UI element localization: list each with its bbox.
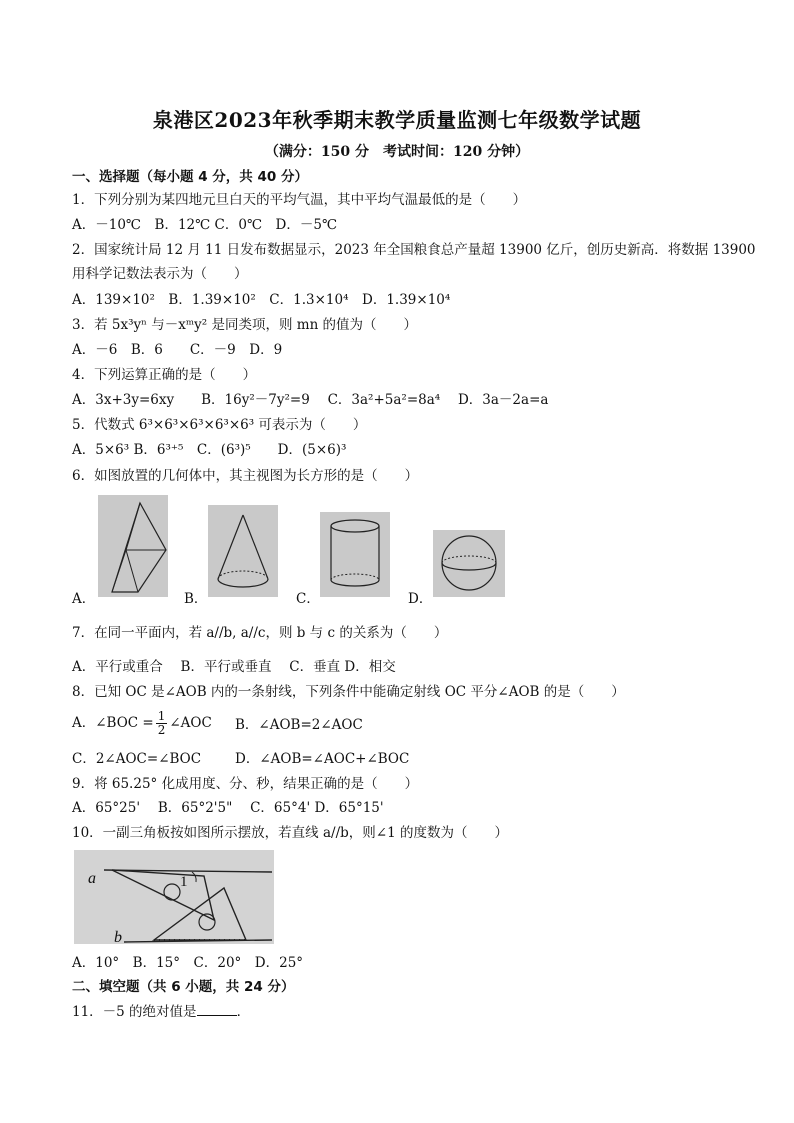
q6-label-a: A． xyxy=(72,591,96,607)
question-4-options: A．3x+3y=6xy B．16y²－7y²=9 C．3a²+5a²=8a⁴ D．3a－2a=a xyxy=(72,392,549,408)
triangle-set-figure xyxy=(74,850,274,944)
question-2: 2．国家统计局 12 月 11 日发布数据显示，2023 年全国粮食总产量超 13900 亿斤，创历史新高．将数据 13900 xyxy=(72,242,756,258)
cone-figure xyxy=(208,505,278,597)
question-4: 4．下列运算正确的是（ ） xyxy=(72,367,257,383)
question-8-option-d: D．∠AOB=∠AOC+∠BOC xyxy=(235,751,410,767)
cylinder-figure xyxy=(320,512,390,597)
fraction-denominator: 2 xyxy=(157,723,166,737)
q6-label-d: D． xyxy=(408,591,433,607)
question-8-option-a xyxy=(72,710,212,737)
q8-a-suffix: ∠AOC xyxy=(169,715,212,731)
question-7: 7．在同一平面内，若 a//b, a//c，则 b 与 c 的关系为（ ） xyxy=(72,625,448,641)
exam-info: （满分：150 分 考试时间：120 分钟） xyxy=(264,144,530,160)
question-9: 9．将 65.25° 化成用度、分、秒，结果正确的是（ ） xyxy=(72,776,419,792)
angle-1-label: 1 xyxy=(180,874,188,890)
question-10: 10．一副三角板按如图所示摆放，若直线 a//b，则∠1 的度数为（ ） xyxy=(72,825,508,841)
section-heading-fill: 二、填空题（共 6 小题，共 24 分） xyxy=(72,979,295,995)
q6-label-b: B． xyxy=(184,591,208,607)
q8-a-prefix: A．∠BOC = xyxy=(72,715,154,731)
question-8-option-c: C．2∠AOC=∠BOC xyxy=(72,751,202,767)
sphere-figure xyxy=(433,530,505,597)
section-heading-choice: 一、选择题（每小题 4 分，共 40 分） xyxy=(72,169,308,185)
question-8-option-b: B．∠AOB=2∠AOC xyxy=(235,717,363,733)
question-1: 1．下列分别为某四地元旦白天的平均气温，其中平均气温最低的是（ ） xyxy=(72,192,527,208)
line-b-label: b xyxy=(114,929,122,944)
question-11-end: ． xyxy=(236,1004,251,1020)
question-10-options: A．10° B．15° C．20° D．25° xyxy=(72,955,304,971)
line-a-label: a xyxy=(88,870,96,887)
page-title: 泉港区2023年秋季期末教学质量监测七年级数学试题 xyxy=(152,108,642,132)
question-7-options: A．平行或重合 B．平行或垂直 C．垂直 D．相交 xyxy=(72,659,396,675)
fraction-one-half xyxy=(156,710,168,737)
question-2-options: A．139×10² B．1.39×10² C．1.3×10⁴ D．1.39×10⁴ xyxy=(72,292,451,308)
question-1-options: A．－10℃ B．12℃ C．0℃ D．－5℃ xyxy=(72,217,338,233)
fraction-numerator: 1 xyxy=(157,709,166,723)
q6-label-c: C． xyxy=(296,591,320,607)
question-11 xyxy=(72,1003,250,1021)
question-8: 8．已知 OC 是∠AOB 内的一条射线，下列条件中能确定射线 OC 平分∠AOB 的是（ ） xyxy=(72,684,625,700)
question-11-text: 11．－5 的绝对值是 xyxy=(72,1004,197,1020)
question-5: 5．代数式 6³×6³×6³×6³×6³ 可表示为（ ） xyxy=(72,417,367,433)
question-3-options: A．－6 B．6 C．－9 D．9 xyxy=(72,342,283,358)
question-6: 6．如图放置的几何体中，其主视图为长方形的是（ ） xyxy=(72,468,419,484)
prism-figure xyxy=(98,495,168,597)
question-3: 3．若 5x³yⁿ 与－xᵐy² 是同类项，则 mn 的值为（ ） xyxy=(72,317,418,333)
question-2-continued: 用科学记数法表示为（ ） xyxy=(72,266,248,282)
question-5-options: A．5×6³ B．6³⁺⁵ C．(6³)⁵ D．(5×6)³ xyxy=(72,442,347,458)
answer-blank[interactable] xyxy=(197,1003,237,1016)
question-9-options: A．65°25' B．65°2'5" C．65°4' D．65°15' xyxy=(72,800,384,816)
